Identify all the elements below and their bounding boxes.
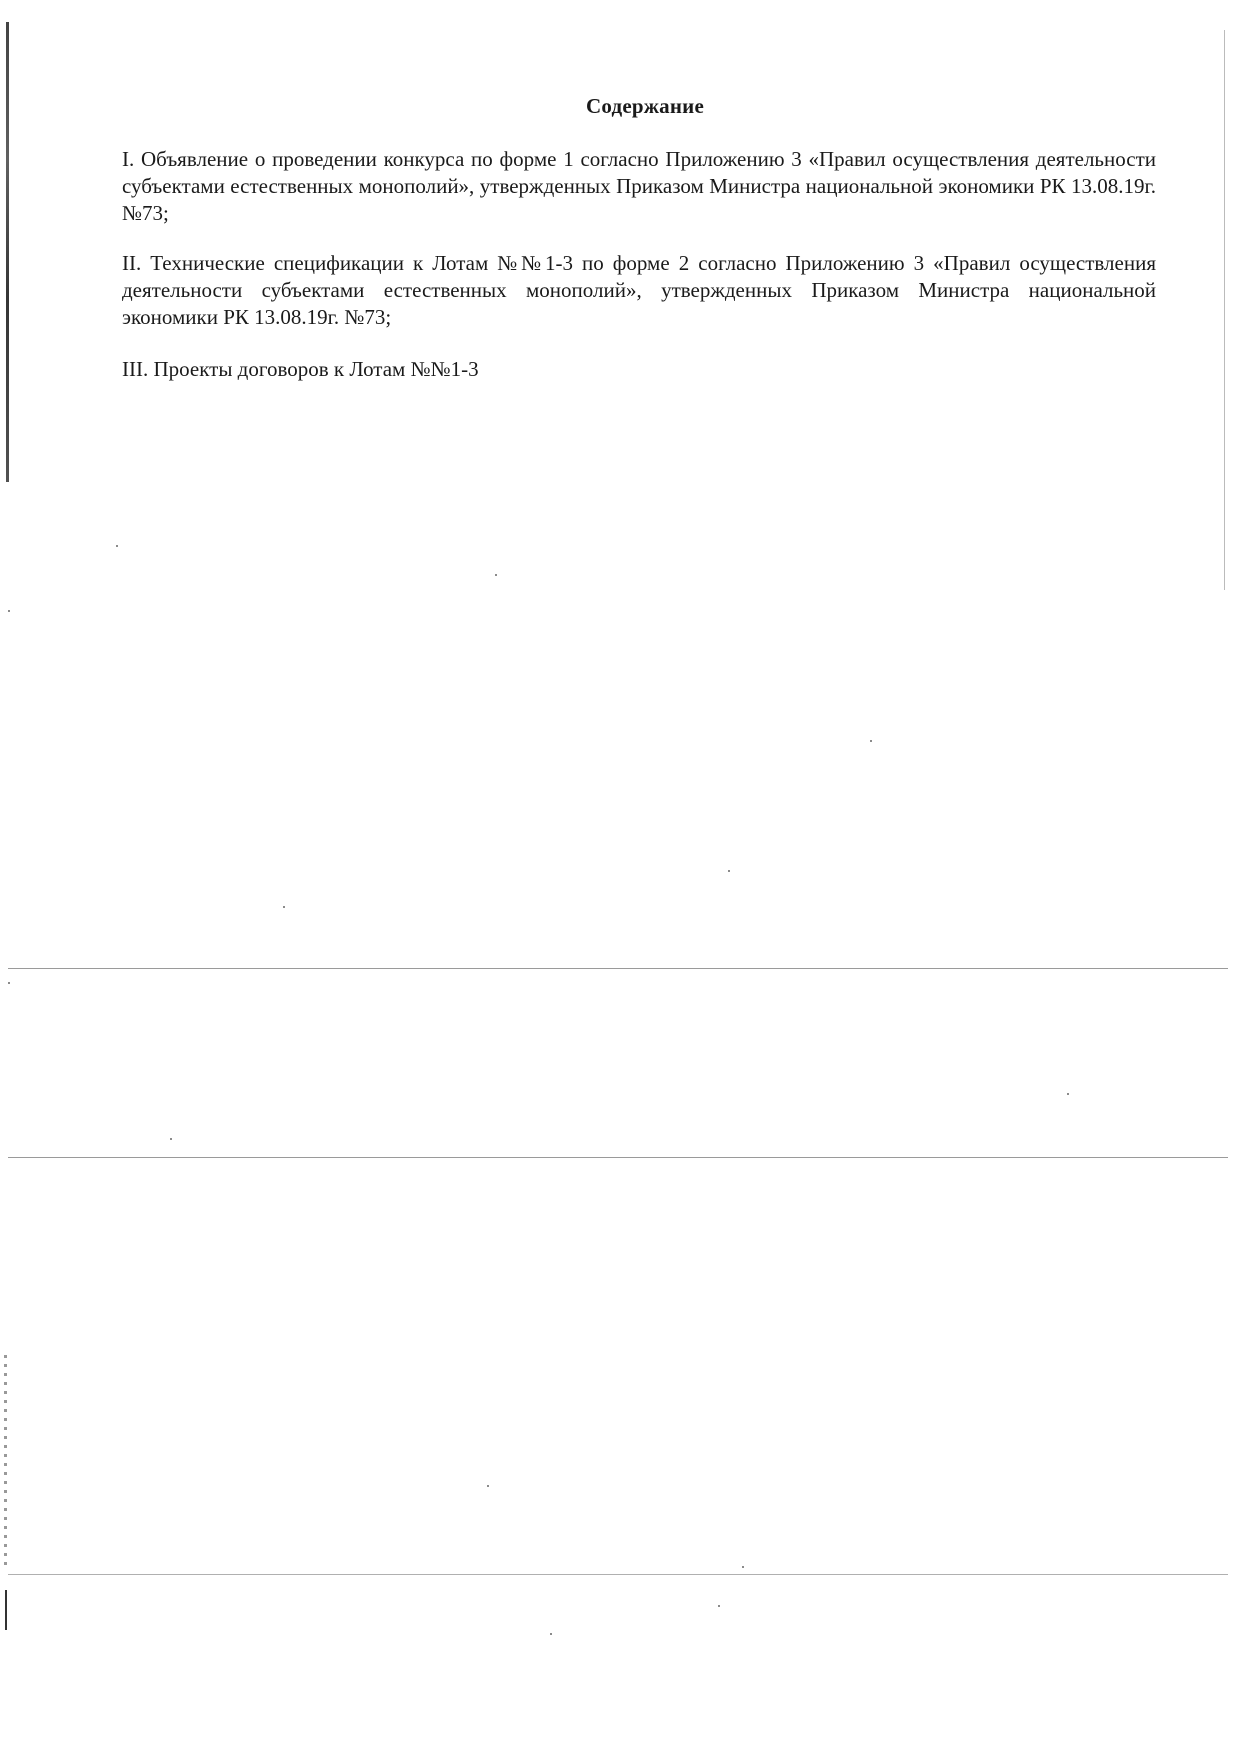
scan-speck (728, 870, 730, 872)
page-title: Содержание (586, 94, 704, 118)
scan-speck (1067, 1093, 1069, 1095)
contents-item: III. Проекты договоров к Лотам №№1-3 (122, 357, 479, 381)
scan-speck (283, 906, 285, 908)
scan-speck (550, 1633, 552, 1635)
contents-item: II. Технические спецификации к Лотам №№1-3 по форме 2 согласно Приложению 3 «Правил осуществления деятельности субъектами естественных монополий», утвержденных Приказом Министра национальной экономики РК 13.08.19г. №73; (122, 251, 1156, 329)
scan-line-artifact (8, 1574, 1228, 1575)
scan-speck (495, 574, 497, 576)
scan-speck (8, 982, 10, 984)
scan-speck (718, 1605, 720, 1607)
scan-line-artifact (8, 968, 1228, 969)
scan-edge-artifact (4, 1355, 7, 1565)
scan-edge-artifact (6, 22, 9, 482)
scan-edge-artifact (5, 1590, 7, 1630)
scan-speck (8, 610, 10, 612)
scan-speck (870, 740, 872, 742)
scan-speck (487, 1485, 489, 1487)
scan-speck (742, 1566, 744, 1568)
scan-speck (170, 1138, 172, 1140)
scan-speck (116, 545, 118, 547)
scan-line-artifact (8, 1157, 1228, 1158)
contents-item: I. Объявление о проведении конкурса по форме 1 согласно Приложению 3 «Правил осуществления деятельности субъектами естественных монополий», утвержденных Приказом Министра национальной экономики РК 13.08.19г. №73; (122, 147, 1156, 225)
